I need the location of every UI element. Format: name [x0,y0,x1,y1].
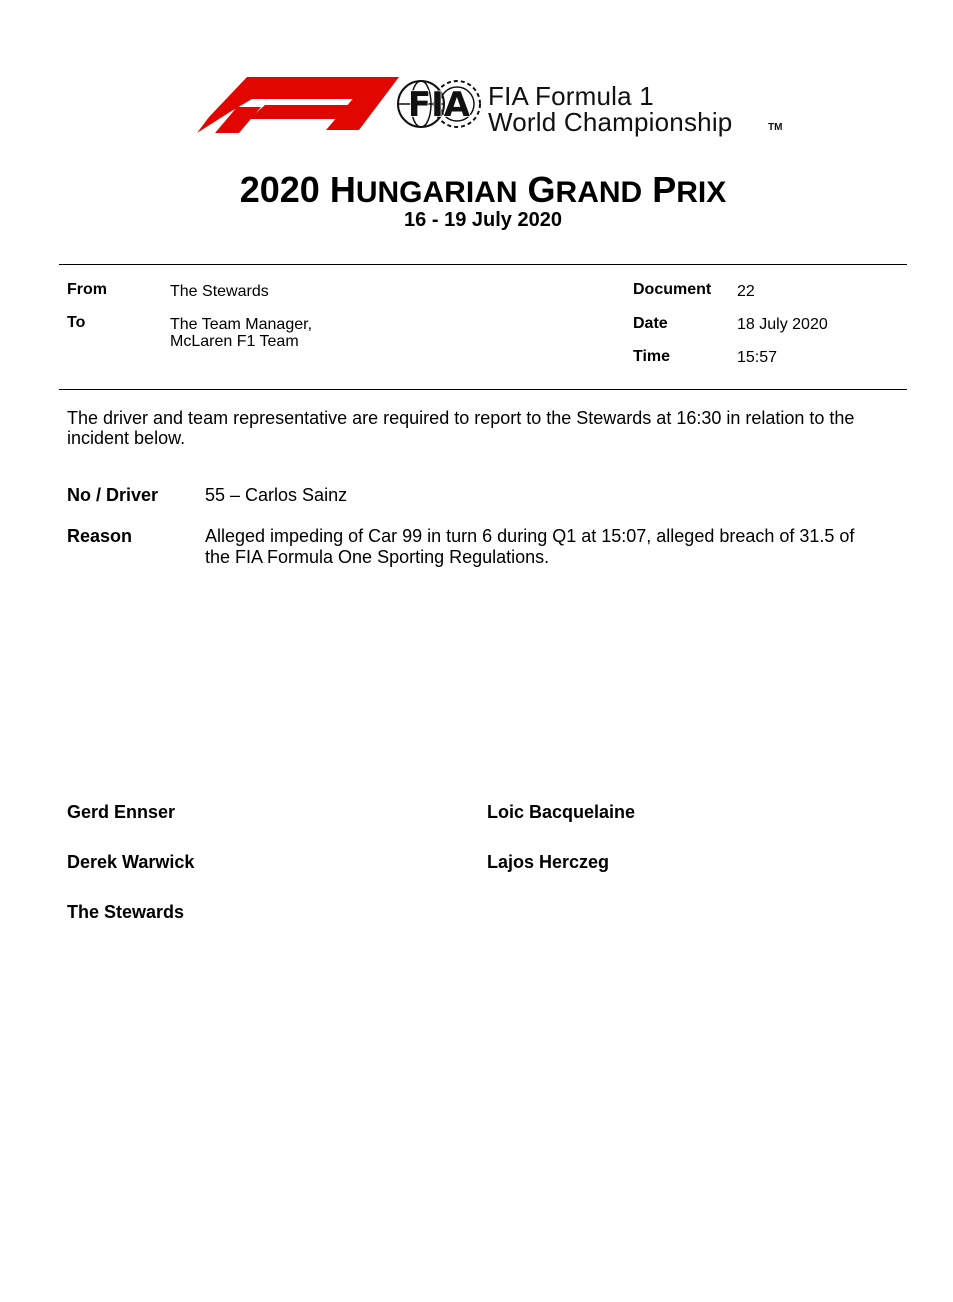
steward-name: Gerd Ennser [67,802,176,822]
header-divider [59,264,907,265]
time-label: Time [633,348,671,365]
summons-text-line-1: The driver and team representative are required to report to the Stewards at 16:30 in relation to the [67,408,855,428]
to-value-line-2: McLaren F1 Team [170,333,299,350]
event-title [0,170,953,213]
event-title-year: 2020 [239,169,320,210]
date-label: Date [633,315,668,332]
to-value-line-1: The Team Manager, [170,316,313,333]
document-number: 22 [737,283,755,300]
steward-name: Derek Warwick [67,852,195,872]
steward-name: Lajos Herczeg [487,852,610,872]
championship-name-line-2: World Championship [488,107,733,137]
event-title-word: GRAND [527,169,643,210]
fia-emblem-text: FIA [407,85,471,125]
event-title-word: HUNGARIAN [329,169,518,210]
document-label: Document [633,281,712,298]
from-label: From [67,281,107,298]
championship-name-line-1: FIA Formula 1 [488,81,654,111]
to-label: To [67,314,86,331]
fia-emblem-icon [397,73,483,135]
reason-text-line-2: the FIA Formula One Sporting Regulations. [205,547,550,567]
time-value: 15:57 [737,349,778,366]
date-value: 18 July 2020 [737,316,828,333]
reason-label: Reason [67,526,133,546]
event-title-word: PRIX [652,169,727,210]
event-dates: 16 - 19 July 2020 [404,209,562,231]
f1-logo [197,77,399,133]
reason-text-line-1: Alleged impeding of Car 99 in turn 6 during Q1 at 15:07, alleged breach of 31.5 of [205,526,855,546]
driver-value: 55 – Carlos Sainz [205,485,348,505]
signoff: The Stewards [67,902,185,922]
steward-name: Loic Bacquelaine [487,802,636,822]
from-value: The Stewards [170,283,269,300]
driver-label: No / Driver [67,485,159,505]
memo-divider [59,389,907,390]
trademark-mark: TM [768,122,783,133]
summons-text-line-2: incident below. [67,428,186,448]
